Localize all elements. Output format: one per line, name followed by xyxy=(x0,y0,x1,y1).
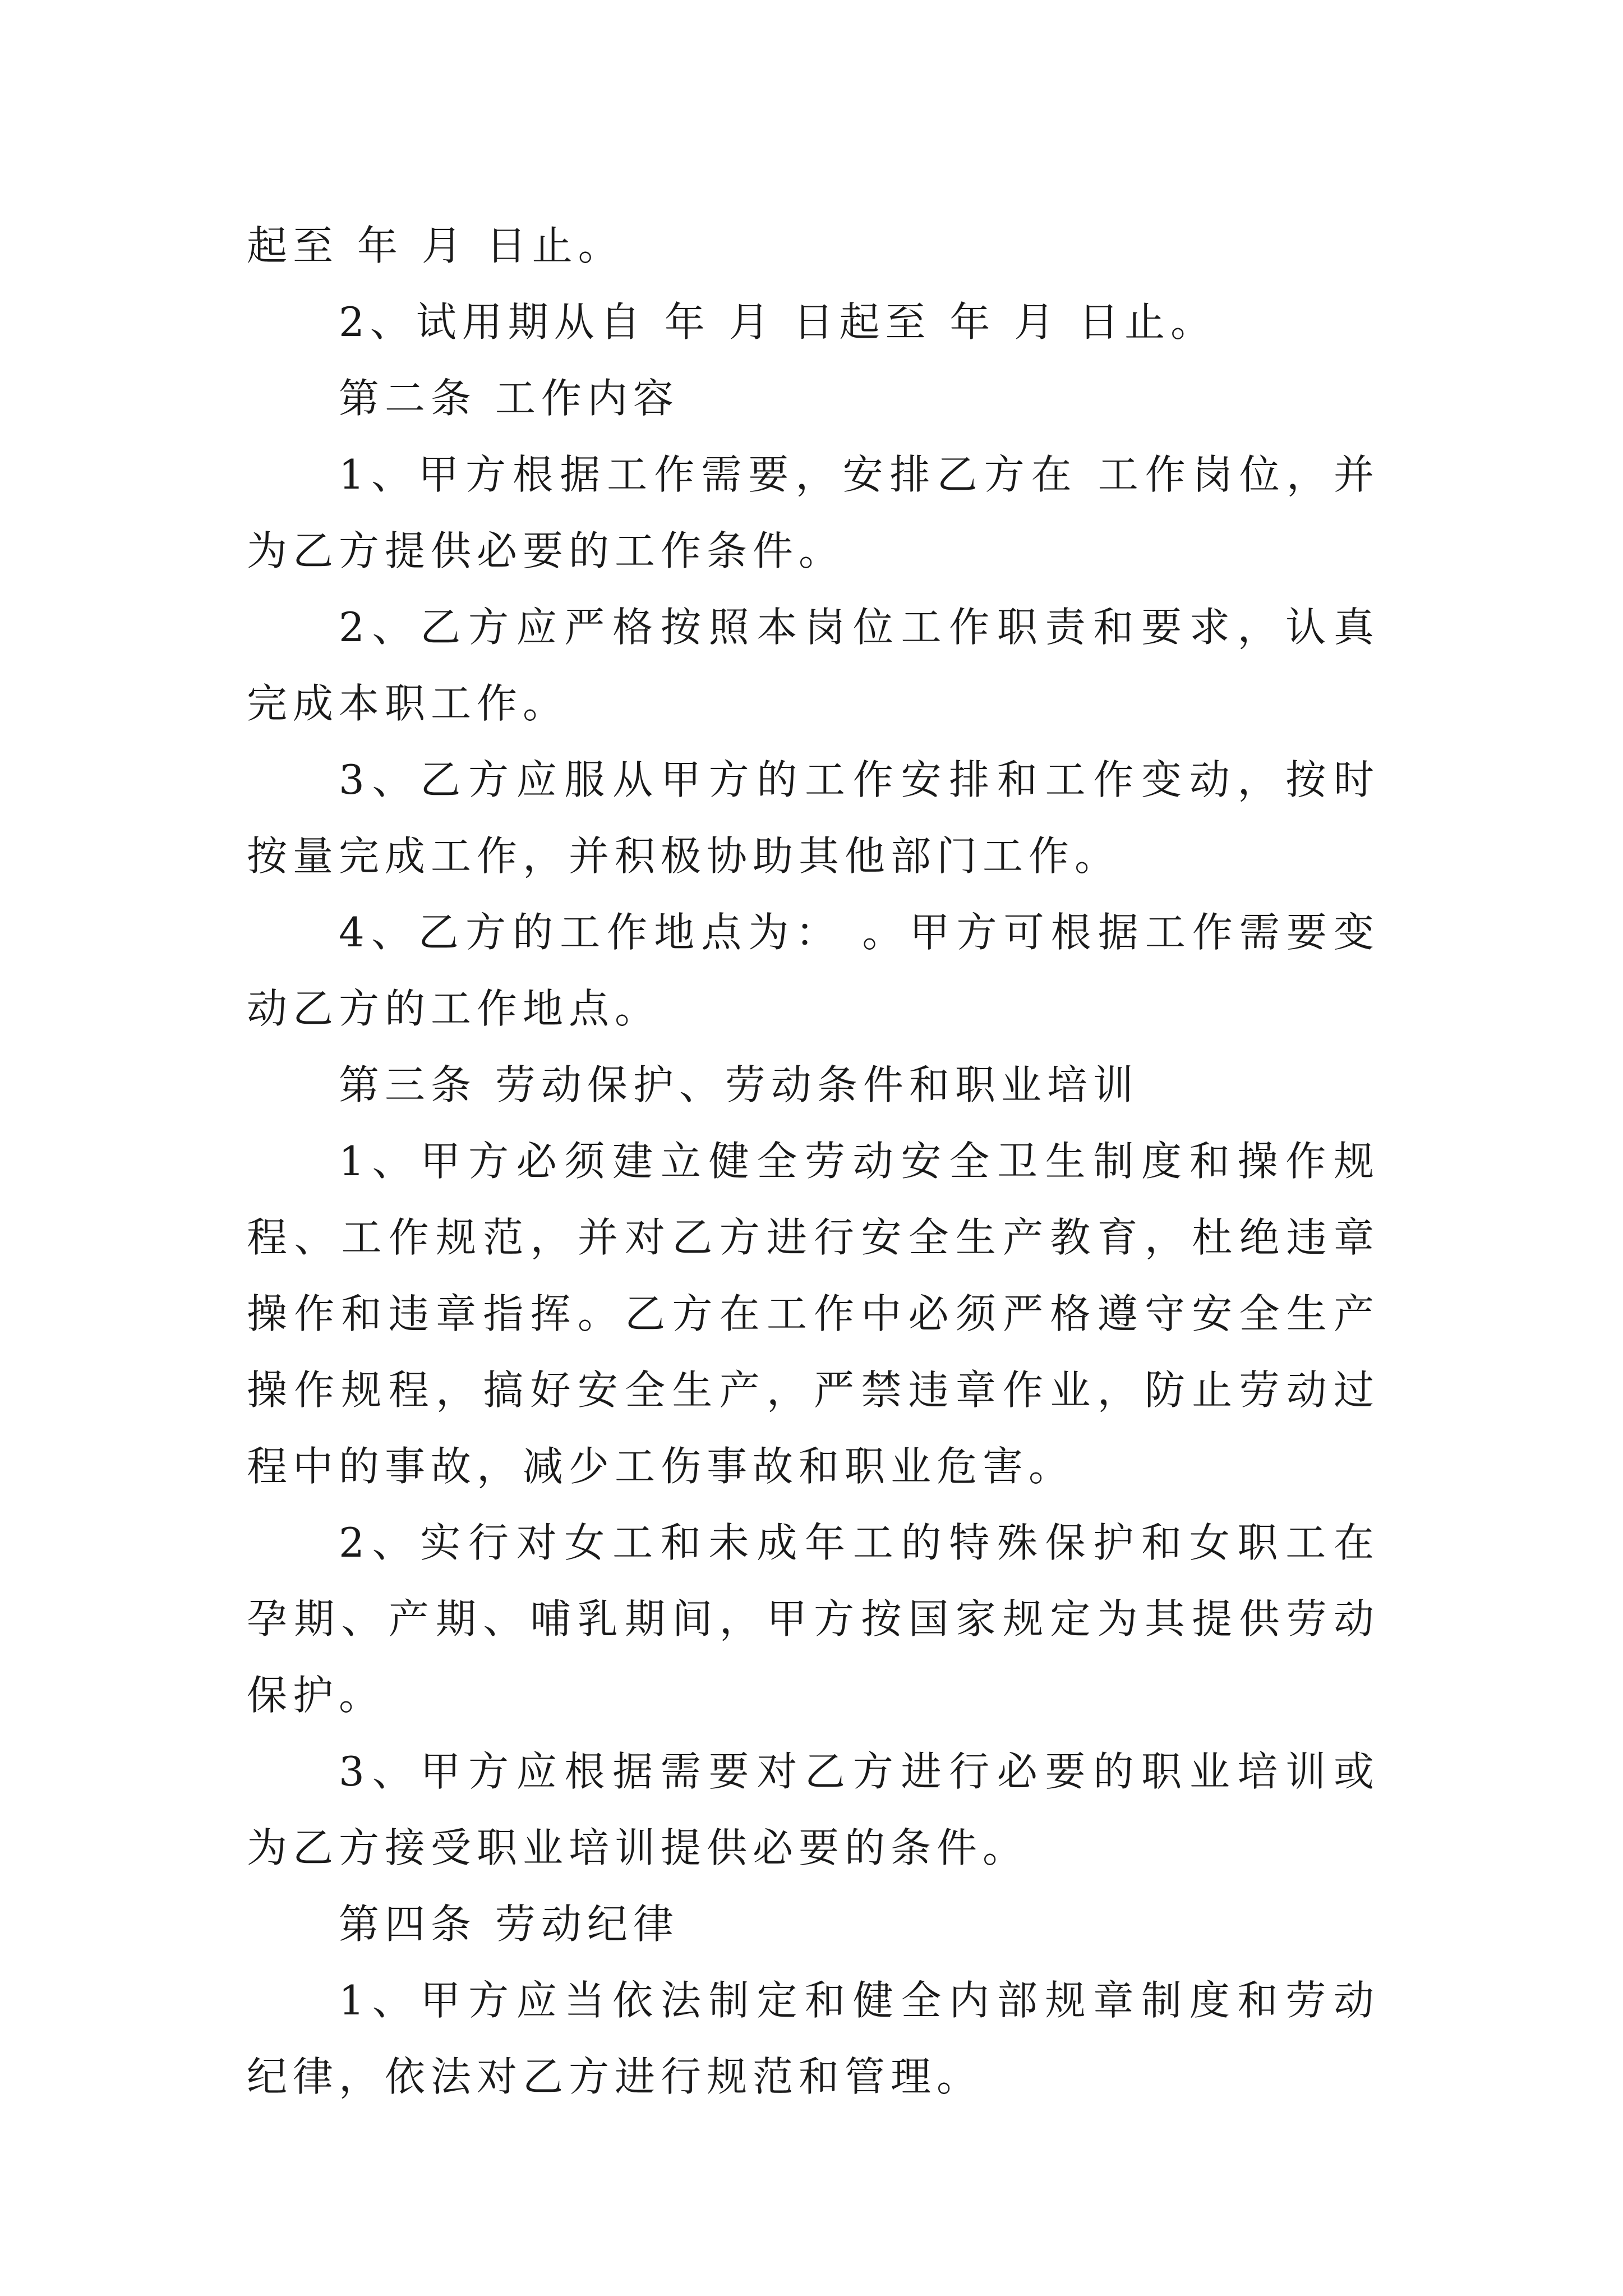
heading-article-2: 第二条 工作内容 xyxy=(339,375,679,422)
document-body xyxy=(247,208,1380,2115)
paragraph-work-content-4: 4、乙方的工作地点为： 。甲方可根据工作需要变动乙方的工作地点。 xyxy=(247,909,1380,1032)
paragraph-labor-protection-3: 3、甲方应根据需要对乙方进行必要的职业培训或为乙方接受职业培训提供必要的条件。 xyxy=(247,1748,1380,1871)
paragraph-probation-period: 2、试用期从自 年 月 日起至 年 月 日止。 xyxy=(339,298,1217,346)
paragraph-labor-protection-1: 1、甲方必须建立健全劳动安全卫生制度和操作规程、工作规范，并对乙方进行安全生产教育，杜绝违章操作和违章指挥。乙方在工作中必须严格遵守安全生产操作规程，搞好安全生产，严禁违章作业，防止劳动过程中的事故，减少工伤事故和职业危害。 xyxy=(247,1138,1380,1490)
paragraph-continuation: 起至 年 月 日止。 xyxy=(247,222,624,269)
paragraph-labor-protection-2: 2、实行对女工和未成年工的特殊保护和女职工在孕期、产期、哺乳期间，甲方按国家规定为其提供劳动保护。 xyxy=(247,1519,1380,1719)
paragraph-labor-discipline-1: 1、甲方应当依法制定和健全内部规章制度和劳动纪律，依法对乙方进行规范和管理。 xyxy=(247,1977,1380,2100)
heading-article-4: 第四条 劳动纪律 xyxy=(339,1901,679,1948)
paragraph-work-content-2: 2、乙方应严格按照本岗位工作职责和要求，认真完成本职工作。 xyxy=(247,604,1380,727)
heading-article-3: 第三条 劳动保护、劳动条件和职业培训 xyxy=(339,1061,1139,1108)
paragraph-work-content-1: 1、甲方根据工作需要，安排乙方在 工作岗位，并为乙方提供必要的工作条件。 xyxy=(247,451,1380,574)
paragraph-work-content-3: 3、乙方应服从甲方的工作安排和工作变动，按时按量完成工作，并积极协助其他部门工作。 xyxy=(247,756,1380,880)
